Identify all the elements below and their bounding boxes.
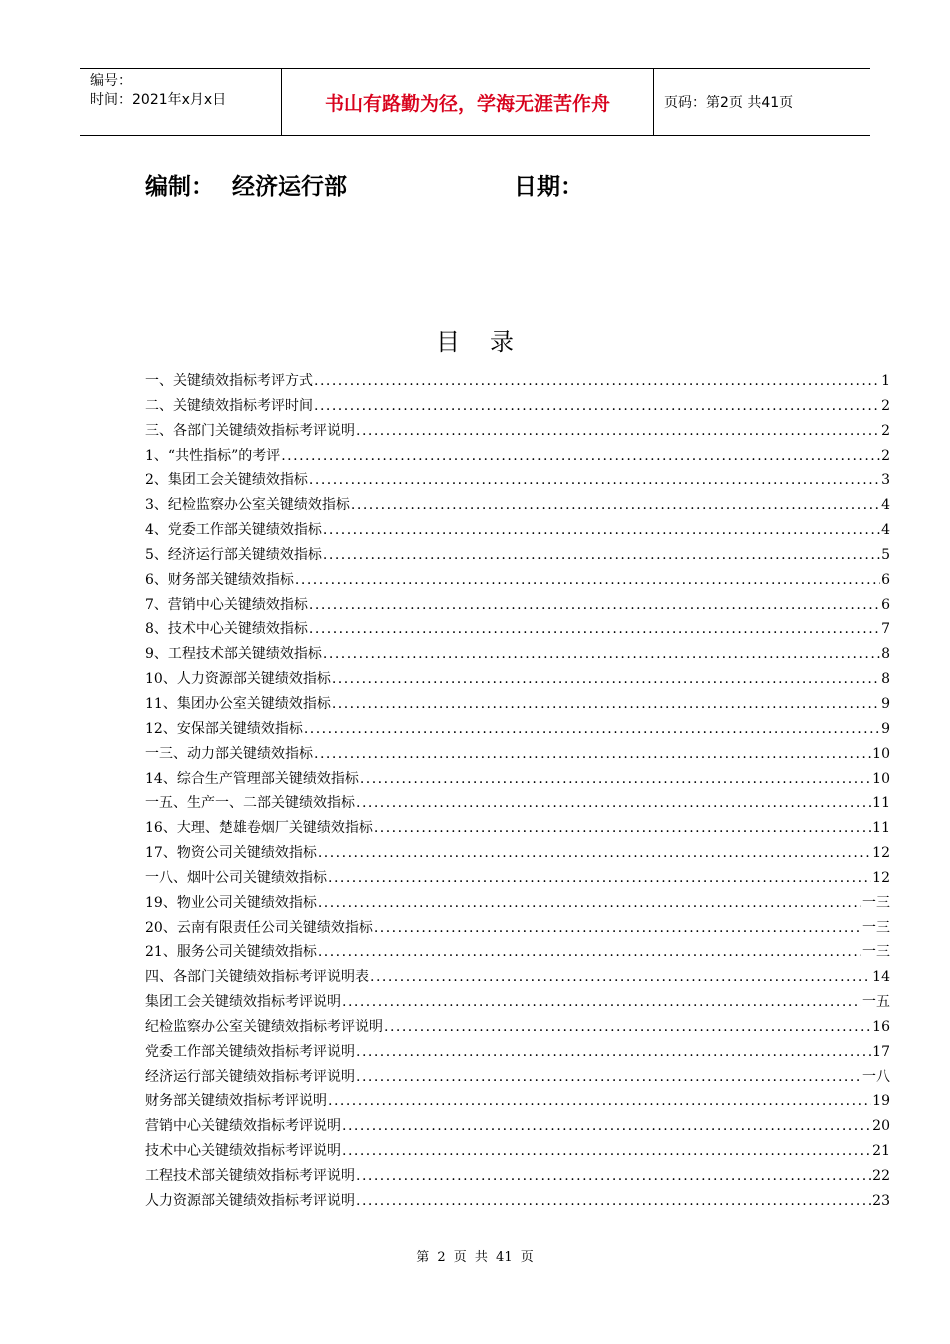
toc-entry-title: 11、集团办公室关键绩效指标 [145,695,331,712]
toc-entry[interactable] [145,768,890,793]
toc-entry-title: 16、大理、楚雄卷烟厂关键绩效指标 [145,820,373,837]
toc-entry[interactable] [145,892,890,917]
toc-entry[interactable] [145,941,890,966]
toc-entry-title: 2、集团工会关键绩效指标 [145,472,308,489]
toc-entry-title: 营销中心关键绩效指标考评说明 [145,1118,341,1135]
dot-leader [309,621,880,637]
dot-leader [318,944,861,960]
toc-entry[interactable] [145,445,890,470]
toc-entry-page: 12 [872,845,890,862]
toc-entry-page: 7 [881,621,890,638]
page-info: 页码：第2页 共41页 [664,95,794,111]
toc-entry[interactable] [145,1165,890,1190]
dot-leader [332,671,880,687]
toc-entry-title: 一、关键绩效指标考评方式 [145,373,313,389]
dot-leader [342,1143,871,1159]
toc-entry-title: 一三、动力部关键绩效指标 [145,745,313,762]
toc-entry-title: 14、综合生产管理部关键绩效指标 [145,770,359,787]
dot-leader [318,845,871,861]
dot-leader [309,472,880,488]
toc-entry-page: 21 [872,1143,890,1160]
table-of-contents [145,370,890,1215]
toc-entry-page: 5 [881,546,890,563]
dot-leader [356,795,871,811]
dot-leader [318,895,861,911]
toc-entry[interactable] [145,792,890,817]
toc-entry-page: 8 [881,671,890,688]
toc-entry[interactable] [145,842,890,867]
toc-entry-page: 一八 [862,1068,890,1085]
dot-leader [332,696,880,712]
dot-leader [351,497,880,513]
toc-entry-title: 一五、生产一、二部关键绩效指标 [145,795,355,812]
toc-entry[interactable] [145,718,890,743]
dot-leader [384,1019,871,1035]
toc-entry-page: 4 [881,522,890,539]
toc-entry[interactable] [145,693,890,718]
dot-leader [342,994,861,1010]
toc-entry[interactable] [145,370,890,395]
dot-leader [356,1168,871,1184]
toc-entry-title: 10、人力资源部关键绩效指标 [145,671,331,688]
toc-entry-page: 19 [872,1093,890,1110]
toc-entry-title: 技术中心关键绩效指标考评说明 [145,1143,341,1160]
dot-leader [323,547,880,563]
dot-leader [370,969,871,985]
dot-leader [374,820,871,836]
toc-title: 目录 [436,328,544,356]
toc-entry-page: 11 [872,820,890,837]
dot-leader [281,448,880,464]
dot-leader [309,597,880,613]
toc-entry-page: 2 [881,397,890,414]
toc-entry-title: 三、各部门关键绩效指标考评说明 [145,422,355,439]
toc-entry-page: 6 [881,596,890,613]
toc-entry-page: 一三 [862,919,890,936]
toc-entry[interactable] [145,966,890,991]
dot-leader [304,721,880,737]
toc-entry-page: 1 [881,373,890,389]
toc-entry-title: 12、安保部关键绩效指标 [145,720,303,737]
toc-entry-title: 集团工会关键绩效指标考评说明 [145,994,341,1011]
toc-entry-page: 3 [881,472,890,489]
toc-entry[interactable] [145,618,890,643]
toc-entry[interactable] [145,1066,890,1091]
toc-entry[interactable] [145,867,890,892]
toc-entry[interactable] [145,1016,890,1041]
toc-entry[interactable] [145,1041,890,1066]
compile-label: 编制： [145,174,214,200]
toc-entry-page: 10 [872,745,890,762]
toc-entry[interactable] [145,469,890,494]
dot-leader [314,373,880,389]
toc-entry-title: 经济运行部关键绩效指标考评说明 [145,1068,355,1085]
dot-leader [342,1118,871,1134]
dot-leader [323,522,880,538]
header-meta-cell [80,69,282,135]
toc-entry-page: 2 [881,422,890,439]
dot-leader [314,746,871,762]
toc-entry-title: 3、纪检监察办公室关键绩效指标 [145,497,350,514]
toc-entry-page: 10 [872,770,890,787]
toc-entry-title: 4、党委工作部关键绩效指标 [145,522,322,539]
toc-entry-title: 党委工作部关键绩效指标考评说明 [145,1043,355,1060]
dot-leader [328,1093,871,1109]
toc-entry[interactable] [145,991,890,1016]
toc-entry-page: 12 [872,869,890,886]
toc-entry[interactable] [145,519,890,544]
toc-entry-page: 9 [881,695,890,712]
page-footer: 第 2 页 共 41 页 [416,1250,534,1265]
toc-entry[interactable] [145,1190,890,1215]
toc-entry-page: 2 [881,447,890,464]
toc-entry-title: 纪检监察办公室关键绩效指标考评说明 [145,1018,383,1035]
toc-entry-title: 一八、烟叶公司关键绩效指标 [145,869,327,886]
toc-entry-title: 四、各部门关键绩效指标考评说明表 [145,969,369,986]
toc-entry-title: 20、云南有限责任公司关键绩效指标 [145,919,373,936]
toc-entry-page: 8 [881,646,890,663]
toc-entry-title: 财务部关键绩效指标考评说明 [145,1093,327,1110]
toc-entry-page: 14 [872,969,890,986]
toc-entry-page: 一三 [862,944,890,961]
dot-leader [356,1044,871,1060]
toc-entry-page: 9 [881,720,890,737]
toc-entry-title: 人力资源部关键绩效指标考评说明 [145,1192,355,1209]
toc-entry-page: 一五 [862,994,890,1011]
toc-entry-page: 17 [872,1043,890,1060]
dot-leader [295,572,880,588]
toc-entry-page: 11 [872,795,890,812]
dot-leader [356,423,880,439]
dot-leader [323,646,880,662]
toc-entry-title: 工程技术部关键绩效指标考评说明 [145,1168,355,1184]
toc-entry-title: 7、营销中心关键绩效指标 [145,596,308,613]
toc-entry[interactable] [145,420,890,445]
dot-leader [328,870,871,886]
toc-entry-page: 16 [872,1018,890,1035]
toc-entry[interactable] [145,743,890,768]
toc-entry[interactable] [145,668,890,693]
date-label: 日期： [514,174,583,200]
toc-entry[interactable] [145,1140,890,1165]
toc-entry-page: 23 [872,1192,890,1209]
toc-entry[interactable] [145,917,890,942]
toc-entry-title: 1、“共性指标”的考评 [145,447,281,464]
time-label: 时间：2021年x月x日 [90,92,227,108]
motto: 书山有路勤为径，学海无涯苦作舟 [282,69,654,135]
toc-entry[interactable] [145,594,890,619]
number-label: 编号： [90,73,132,89]
toc-entry-page: 6 [881,571,890,588]
toc-entry[interactable] [145,494,890,519]
compile-value: 经济运行部 [232,174,347,200]
document-header [80,68,870,136]
toc-entry[interactable] [145,544,890,569]
toc-entry[interactable] [145,1115,890,1140]
dot-leader [356,1069,861,1085]
toc-entry-title: 19、物业公司关键绩效指标 [145,894,317,911]
dot-leader [360,771,871,787]
toc-entry[interactable] [145,395,890,420]
toc-entry-title: 5、经济运行部关键绩效指标 [145,546,322,563]
toc-entry[interactable] [145,1090,890,1115]
toc-entry-title: 21、服务公司关键绩效指标 [145,944,317,961]
toc-entry[interactable] [145,817,890,842]
dot-leader [374,920,861,936]
toc-entry-title: 9、工程技术部关键绩效指标 [145,646,322,663]
compile-line [145,168,583,201]
toc-entry-page: 一三 [862,894,890,911]
dot-leader [314,398,880,414]
toc-entry-title: 6、财务部关键绩效指标 [145,571,294,588]
toc-entry-title: 17、物资公司关键绩效指标 [145,845,317,862]
toc-entry-title: 二、关键绩效指标考评时间 [145,397,313,414]
toc-entry-page: 4 [881,497,890,514]
dot-leader [356,1193,871,1209]
toc-entry[interactable] [145,643,890,668]
toc-entry[interactable] [145,569,890,594]
toc-entry-page: 22 [872,1168,890,1184]
toc-entry-page: 20 [872,1118,890,1135]
toc-entry-title: 8、技术中心关键绩效指标 [145,621,308,638]
